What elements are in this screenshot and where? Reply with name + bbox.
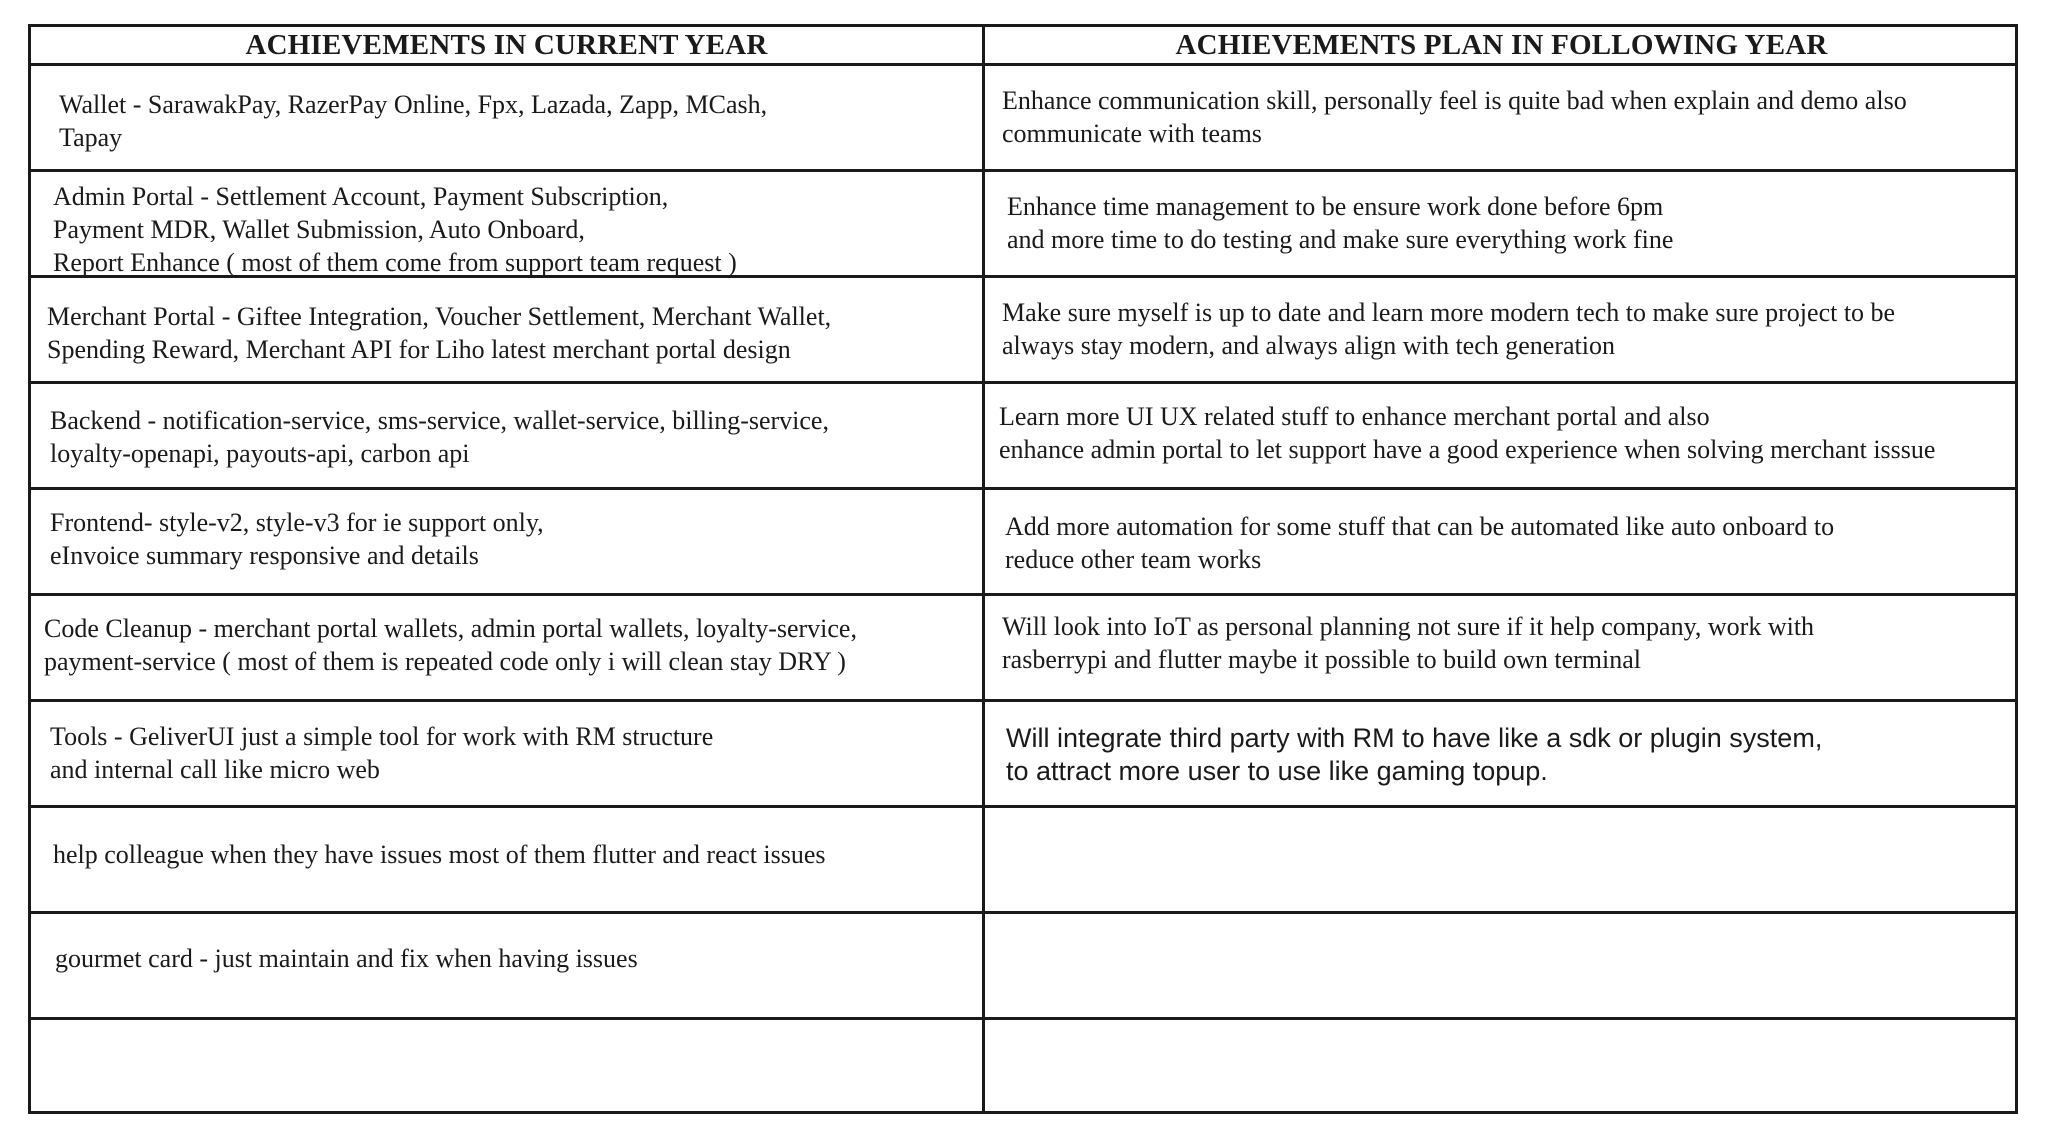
table-row (31, 702, 2015, 808)
plan-cell: Add more automation for some stuff that can be automated like auto onboard to reduce other team works (1005, 512, 1835, 574)
table-header (31, 27, 2015, 66)
achievement-cell: Merchant Portal - Giftee Integration, Voucher Settlement, Merchant Wallet, Spending Reward, Merchant API for Liho latest merchant portal design (47, 302, 832, 364)
plan-cell: Enhance time management to be ensure work done before 6pm and more time to do testing and make sure everything work fine (1007, 192, 1674, 254)
table-row (31, 1020, 2015, 1111)
table-row (31, 384, 2015, 490)
achievement-cell: Wallet - SarawakPay, RazerPay Online, Fpx, Lazada, Zapp, MCash, Tapay (59, 90, 768, 152)
achievement-cell: gourmet card - just maintain and fix when having issues (55, 944, 638, 973)
table-row (31, 914, 2015, 1020)
plan-cell: Will integrate third party with RM to have like a sdk or plugin system, to attract more user to use like gaming topup. (1006, 723, 1823, 786)
plan-cell: Make sure myself is up to date and learn more modern tech to make sure project to be always stay modern, and always align with tech generation (1002, 298, 1896, 360)
table-row (31, 278, 2015, 384)
column-divider (982, 27, 985, 1111)
achievement-cell: Backend - notification-service, sms-service, wallet-service, billing-service, loyalty-openapi, payouts-api, carbon api (50, 406, 829, 468)
achievement-cell (31, 1020, 982, 1111)
plan-cell: Will look into IoT as personal planning not sure if it help company, work with rasberrypi and flutter maybe it possible to build own terminal (1002, 612, 1815, 674)
achievement-cell: help colleague when they have issues most of them flutter and react issues (53, 840, 826, 869)
achievement-cell: Tools - GeliverUI just a simple tool for work with RM structure and internal call like micro web (50, 722, 714, 784)
plan-cell: Learn more UI UX related stuff to enhance merchant portal and also enhance admin portal to let support have a good experience when solving merchant isssue (999, 402, 1936, 464)
plan-cell (985, 1020, 2018, 1111)
table-row (31, 66, 2015, 172)
plan-cell (985, 914, 2018, 1017)
achievement-cell: Frontend- style-v2, style-v3 for ie support only, eInvoice summary responsive and details (50, 508, 544, 570)
table-row (31, 808, 2015, 914)
table-row (31, 596, 2015, 702)
achievement-cell: Code Cleanup - merchant portal wallets, admin portal wallets, loyalty-service, payment-service ( most of them is repeated code only i will clean stay DRY ) (44, 614, 857, 676)
achievement-cell: Admin Portal - Settlement Account, Payment Subscription, Payment MDR, Wallet Submission, Auto Onboard, Report Enhance ( most of them come from support team request ) (53, 182, 737, 277)
plan-cell (985, 808, 2018, 911)
header-current-year: ACHIEVEMENTS IN CURRENT YEAR (245, 29, 768, 61)
header-following-year: ACHIEVEMENTS PLAN IN FOLLOWING YEAR (1175, 29, 1828, 61)
table-row (31, 490, 2015, 596)
achievements-table (28, 24, 2018, 1114)
table-row (31, 172, 2015, 278)
plan-cell: Enhance communication skill, personally feel is quite bad when explain and demo also communicate with teams (1002, 86, 1907, 148)
